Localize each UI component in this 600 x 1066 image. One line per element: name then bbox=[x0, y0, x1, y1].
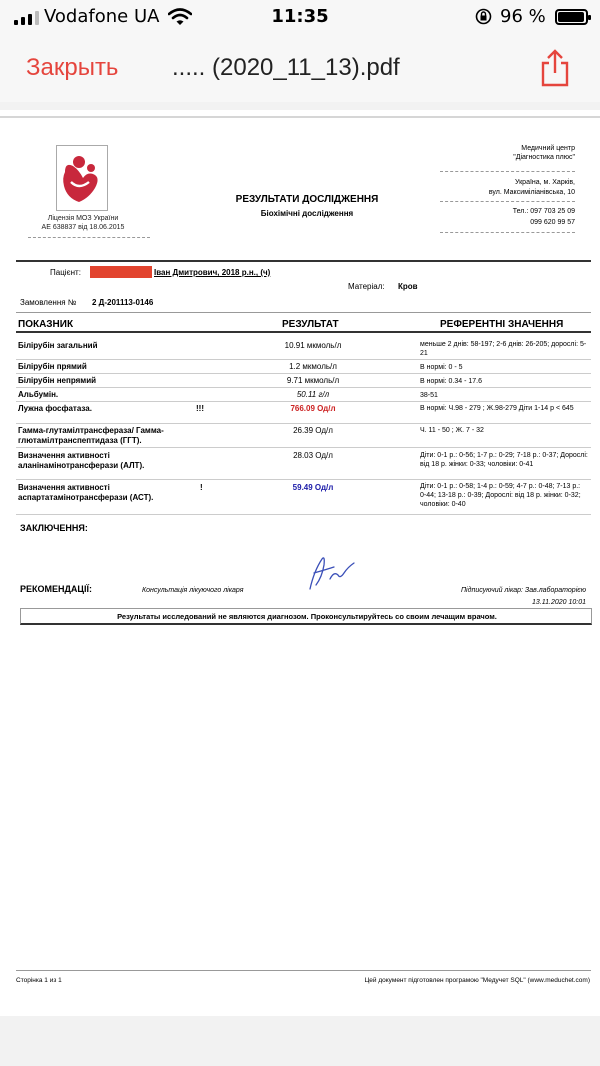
indicator-name: Лужна фосфатаза. bbox=[18, 404, 92, 413]
result-value: 28.03 Од/л bbox=[293, 451, 333, 460]
reference-range: В нормі: 0 - 5 bbox=[420, 364, 463, 371]
battery-percent: 96 % bbox=[500, 6, 546, 27]
reference-range: В нормі: Ч.98 - 279 ; Ж.98-279 Діти 1-14 р < 645 bbox=[420, 405, 574, 412]
reference-range: Діти: 0-1 р.: 0-56; 1-7 р.: 0-29; 7-18 р.: 0-37; Дорослі: від 18 р. жінки: 0-33; чоловіки: 0-41 bbox=[420, 452, 588, 468]
indicator-name: Гамма-глутамілтрансфераза/ Гамма-глютамілтранспептидаза (ГГТ). bbox=[18, 426, 164, 445]
page-top-border bbox=[0, 116, 600, 118]
row-divider bbox=[16, 514, 591, 515]
report-title: РЕЗУЛЬТАТИ ДОСЛІДЖЕННЯ bbox=[235, 194, 379, 205]
battery-icon bbox=[555, 9, 588, 25]
status-bar bbox=[0, 0, 600, 36]
conclusion-label: ЗАКЛЮЧЕННЯ: bbox=[20, 523, 88, 533]
share-icon[interactable] bbox=[538, 48, 572, 88]
column-header-reference: РЕФЕРЕНТНІ ЗНАЧЕННЯ bbox=[440, 319, 564, 330]
signing-date: 13.11.2020 10:01 bbox=[532, 599, 586, 606]
abnormal-flag: !!! bbox=[196, 404, 204, 413]
indicator-name: Білірубін непрямий bbox=[18, 376, 97, 385]
column-header-indicator: ПОКАЗНИК bbox=[18, 319, 74, 330]
order-label: Замовлення № bbox=[20, 298, 77, 307]
patient-name: Іван Дмитрович, 2018 р.н., (ч) bbox=[154, 268, 271, 277]
report-subtitle: Біохімічні дослідження bbox=[260, 209, 354, 218]
divider bbox=[16, 312, 591, 313]
order-number: 2 Д-201113-0146 bbox=[92, 298, 154, 307]
clinic-logo bbox=[56, 145, 108, 211]
indicator-name: Білірубін прямий bbox=[18, 362, 87, 371]
row-divider bbox=[16, 447, 591, 448]
footer-divider bbox=[16, 970, 591, 971]
document-title: ..... (2020_11_13).pdf bbox=[172, 54, 400, 81]
page-counter: Сторінка 1 из 1 bbox=[16, 977, 62, 984]
row-divider bbox=[16, 401, 591, 402]
indicator-name: Білірубін загальний bbox=[18, 341, 98, 350]
patient-label: Пацієнт: bbox=[50, 268, 81, 277]
status-time: 11:35 bbox=[271, 6, 329, 27]
doctor-signature bbox=[300, 551, 358, 593]
divider bbox=[440, 201, 575, 202]
divider bbox=[28, 237, 150, 238]
reference-range: 38-51 bbox=[420, 392, 438, 399]
result-value: 50.11 г/л bbox=[296, 390, 330, 399]
row-divider bbox=[16, 479, 591, 480]
clinic-name: Медичний центр "Діагностика плюс" bbox=[513, 145, 575, 161]
recommendations-label: РЕКОМЕНДАЦІЇ: bbox=[20, 584, 92, 594]
abnormal-flag: ! bbox=[200, 483, 203, 492]
result-value: 9.71 мкмоль/л bbox=[286, 376, 340, 385]
divider bbox=[440, 171, 575, 172]
signing-doctor: Підписуючий лікар: Зав.лабораторією bbox=[460, 587, 586, 594]
table-header-line bbox=[16, 331, 591, 333]
divider bbox=[440, 232, 575, 233]
row-divider bbox=[16, 373, 591, 374]
divider bbox=[16, 260, 591, 262]
disclaimer-text: Результаты исследований не являются диагнозом. Проконсультируйтесь со своим лечащим врачом. bbox=[117, 612, 497, 621]
result-value: 26.39 Од/л bbox=[293, 426, 333, 435]
result-value-high: 766.09 Од/л bbox=[290, 404, 336, 413]
reference-range: Ч. 11 - 50 ; Ж. 7 - 32 bbox=[420, 427, 484, 434]
row-divider bbox=[16, 423, 591, 424]
column-header-result: РЕЗУЛЬТАТ bbox=[282, 319, 339, 330]
result-value-elevated: 59.49 Од/л bbox=[292, 483, 334, 492]
result-value: 10.91 мкмоль/л bbox=[284, 341, 342, 350]
indicator-name: Визначення активності аланінамінотрансферази (АЛТ). bbox=[18, 451, 145, 470]
row-divider bbox=[16, 359, 591, 360]
clinic-address: Україна, м. Харків, вул. Максиміліанівська, 10 bbox=[488, 179, 575, 196]
material-label: Матеріал: bbox=[348, 282, 385, 291]
indicator-name: Альбумін. bbox=[18, 390, 59, 399]
rotation-lock-icon bbox=[475, 8, 492, 25]
reference-range: меньше 2 днів: 58-197; 2-6 днів: 26-205; дорослі: 5-21 bbox=[420, 341, 587, 357]
software-credit: Цей документ підготовлен програмою "Медучет SQL" (www.meduchet.com) bbox=[364, 977, 590, 984]
clinic-phones: Тел.: 097 703 25 09 099 620 99 57 bbox=[512, 208, 575, 226]
indicator-name: Визначення активності аспартатамінотрансферази (АСТ). bbox=[18, 483, 154, 502]
license-text: Ліцензія МОЗ України АЕ 638837 від 18.06.2015 bbox=[41, 215, 125, 231]
reference-range: Діти: 0-1 р.: 0-58; 1-4 р.: 0-59; 4-7 р.: 0-48; 7-13 р.: 0-44; 13-18 р.: 0-39; Дорослі: від 18 р. жінки: 0-32; чоловіки: 0-40 bbox=[420, 483, 581, 508]
close-button[interactable]: Закрыть bbox=[26, 54, 119, 81]
carrier-name: Vodafone UA bbox=[44, 6, 160, 27]
reference-range: В нормі: 0.34 - 17.6 bbox=[420, 378, 482, 385]
recommendation-text: Консультація лікуючого лікаря bbox=[142, 587, 244, 594]
row-divider bbox=[16, 387, 591, 388]
result-value: 1.2 мкмоль/л bbox=[289, 362, 337, 371]
redacted-name bbox=[90, 266, 152, 278]
material-value: Кров bbox=[398, 282, 418, 291]
